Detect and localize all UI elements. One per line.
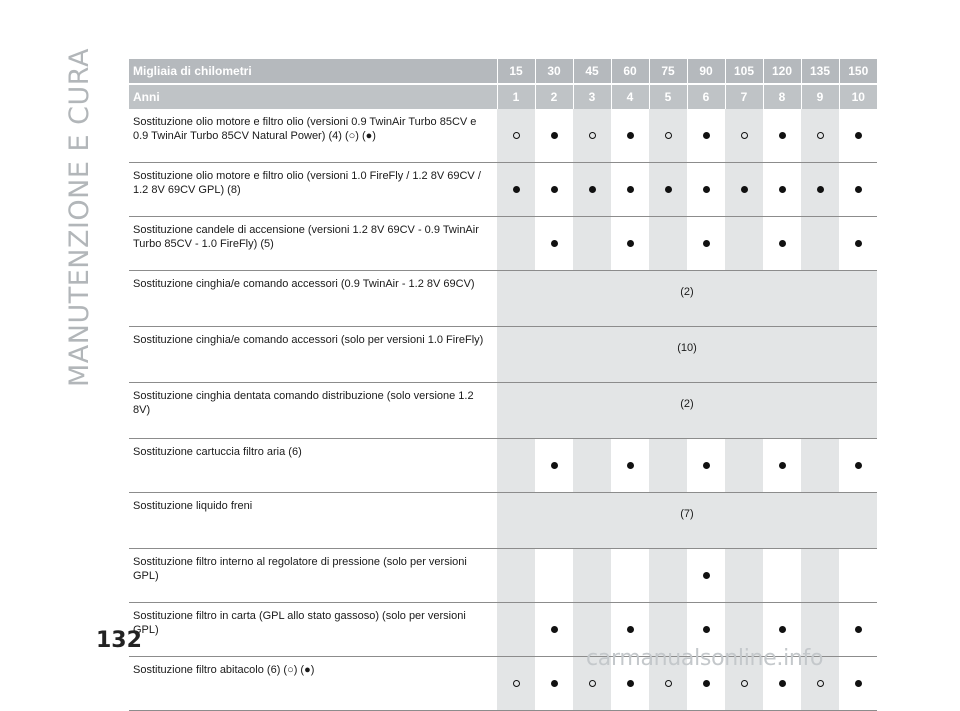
operation-description: Sostituzione olio motore e filtro olio (versioni 1.0 FireFly / 1.2 8V 69CV / 1.2 8V 69CV GPL) (8) <box>129 163 497 217</box>
filled-dot-icon <box>627 680 634 687</box>
filled-dot-icon <box>551 240 558 247</box>
interval-cell <box>687 109 725 163</box>
interval-note: (2) <box>497 271 877 327</box>
interval-cell <box>535 603 573 657</box>
interval-cell <box>687 439 725 493</box>
interval-cell <box>801 549 839 603</box>
interval-cell <box>687 549 725 603</box>
operation-description: Sostituzione candele di accensione (versioni 1.2 8V 69CV - 0.9 TwinAir Turbo 85CV - 1.0 FireFly) (5) <box>129 217 497 271</box>
operation-description: Sostituzione olio motore e filtro olio (versioni 0.9 TwinAir Turbo 85CV e 0.9 TwinAir Turbo 85CV Natural Power) (4) (○) (●) <box>129 109 497 163</box>
km-header-cell: 90 <box>687 59 725 84</box>
filled-dot-icon <box>703 572 710 579</box>
filled-dot-icon <box>703 132 710 139</box>
filled-dot-icon <box>627 132 634 139</box>
filled-dot-icon <box>779 680 786 687</box>
filled-dot-icon <box>627 240 634 247</box>
operation-description: Sostituzione filtro in carta (GPL allo stato gassoso) (solo per versioni GPL) <box>129 603 497 657</box>
filled-dot-icon <box>779 132 786 139</box>
interval-cell <box>649 439 687 493</box>
interval-cell <box>801 439 839 493</box>
interval-cell <box>649 549 687 603</box>
interval-cell <box>839 657 877 711</box>
filled-dot-icon <box>855 462 862 469</box>
years-header-cell: 5 <box>649 84 687 109</box>
empty-circle-icon <box>741 680 748 687</box>
interval-cell <box>611 109 649 163</box>
interval-cell <box>611 549 649 603</box>
schedule-row <box>129 327 877 383</box>
km-header-cell: 60 <box>611 59 649 84</box>
interval-cell <box>725 549 763 603</box>
interval-cell <box>535 439 573 493</box>
years-header-cell: 10 <box>839 84 877 109</box>
filled-dot-icon <box>627 186 634 193</box>
interval-cell <box>725 109 763 163</box>
interval-cell <box>763 109 801 163</box>
schedule-body <box>129 109 877 711</box>
maintenance-schedule-table <box>129 59 877 711</box>
interval-cell <box>573 217 611 271</box>
km-header-cell: 105 <box>725 59 763 84</box>
operation-description: Sostituzione cinghia dentata comando distribuzione (solo versione 1.2 8V) <box>129 383 497 439</box>
years-header-cell: 3 <box>573 84 611 109</box>
schedule-row <box>129 439 877 493</box>
interval-note: (7) <box>497 493 877 549</box>
empty-circle-icon <box>817 680 824 687</box>
filled-dot-icon <box>741 186 748 193</box>
interval-cell <box>497 657 535 711</box>
schedule-row <box>129 109 877 163</box>
filled-dot-icon <box>589 186 596 193</box>
years-header-cell: 7 <box>725 84 763 109</box>
years-header-row <box>129 84 877 109</box>
interval-cell <box>839 549 877 603</box>
filled-dot-icon <box>855 132 862 139</box>
filled-dot-icon <box>703 240 710 247</box>
filled-dot-icon <box>627 626 634 633</box>
empty-circle-icon <box>589 132 596 139</box>
interval-cell <box>687 217 725 271</box>
years-header-cell: 4 <box>611 84 649 109</box>
years-header-cell: 1 <box>497 84 535 109</box>
years-header-cell: 2 <box>535 84 573 109</box>
km-header-cell: 135 <box>801 59 839 84</box>
empty-circle-icon <box>513 132 520 139</box>
interval-cell <box>649 217 687 271</box>
interval-note: (2) <box>497 383 877 439</box>
filled-dot-icon <box>703 462 710 469</box>
interval-cell <box>497 217 535 271</box>
filled-dot-icon <box>703 680 710 687</box>
filled-dot-icon <box>551 680 558 687</box>
empty-circle-icon <box>589 680 596 687</box>
filled-dot-icon <box>551 626 558 633</box>
empty-circle-icon <box>665 680 672 687</box>
filled-dot-icon <box>779 626 786 633</box>
empty-circle-icon <box>817 132 824 139</box>
interval-cell <box>535 657 573 711</box>
schedule-row <box>129 163 877 217</box>
operation-description: Sostituzione liquido freni <box>129 493 497 549</box>
filled-dot-icon <box>855 680 862 687</box>
interval-cell <box>497 163 535 217</box>
interval-cell <box>497 603 535 657</box>
filled-dot-icon <box>513 186 520 193</box>
filled-dot-icon <box>551 132 558 139</box>
interval-cell <box>535 109 573 163</box>
filled-dot-icon <box>855 186 862 193</box>
interval-cell <box>497 439 535 493</box>
km-header-cell: 150 <box>839 59 877 84</box>
page-number: 132 <box>96 628 142 653</box>
filled-dot-icon <box>779 240 786 247</box>
filled-dot-icon <box>779 186 786 193</box>
operation-description: Sostituzione filtro interno al regolatore di pressione (solo per versioni GPL) <box>129 549 497 603</box>
interval-cell <box>573 439 611 493</box>
filled-dot-icon <box>855 626 862 633</box>
watermark-text: carmanualsonline.info <box>586 646 824 671</box>
interval-cell <box>535 163 573 217</box>
filled-dot-icon <box>855 240 862 247</box>
section-title-text: MANUTENZIONE E CURA <box>64 48 95 387</box>
schedule-row <box>129 549 877 603</box>
km-header-row <box>129 59 877 84</box>
filled-dot-icon <box>779 462 786 469</box>
km-header-cell: 30 <box>535 59 573 84</box>
schedule-row <box>129 383 877 439</box>
years-header-label: Anni <box>129 84 497 109</box>
km-header-label: Migliaia di chilometri <box>129 59 497 84</box>
operation-description: Sostituzione cinghia/e comando accessori (0.9 TwinAir - 1.2 8V 69CV) <box>129 271 497 327</box>
interval-cell <box>763 217 801 271</box>
km-header-cell: 15 <box>497 59 535 84</box>
interval-cell <box>839 109 877 163</box>
empty-circle-icon <box>741 132 748 139</box>
km-header-cell: 45 <box>573 59 611 84</box>
filled-dot-icon <box>817 186 824 193</box>
empty-circle-icon <box>513 680 520 687</box>
interval-cell <box>801 109 839 163</box>
interval-cell <box>763 163 801 217</box>
interval-cell <box>573 109 611 163</box>
operation-description: Sostituzione filtro abitacolo (6) (○) (●) <box>129 657 497 711</box>
interval-cell <box>611 217 649 271</box>
interval-cell <box>839 163 877 217</box>
interval-cell <box>763 439 801 493</box>
interval-cell <box>725 217 763 271</box>
schedule-row <box>129 217 877 271</box>
km-header-cell: 75 <box>649 59 687 84</box>
interval-cell <box>535 217 573 271</box>
interval-cell <box>725 439 763 493</box>
operation-description: Sostituzione cinghia/e comando accessori (solo per versioni 1.0 FireFly) <box>129 327 497 383</box>
km-header-cell: 120 <box>763 59 801 84</box>
years-header-cell: 9 <box>801 84 839 109</box>
empty-circle-icon <box>665 132 672 139</box>
filled-dot-icon <box>703 626 710 633</box>
filled-dot-icon <box>665 186 672 193</box>
interval-cell <box>573 549 611 603</box>
interval-cell <box>611 439 649 493</box>
interval-cell <box>839 217 877 271</box>
interval-cell <box>611 163 649 217</box>
schedule-row <box>129 271 877 327</box>
interval-cell <box>839 439 877 493</box>
operation-description: Sostituzione cartuccia filtro aria (6) <box>129 439 497 493</box>
interval-cell <box>725 163 763 217</box>
interval-cell <box>497 109 535 163</box>
interval-cell <box>649 163 687 217</box>
filled-dot-icon <box>627 462 634 469</box>
interval-cell <box>801 163 839 217</box>
interval-cell <box>687 163 725 217</box>
interval-cell <box>497 549 535 603</box>
schedule-row <box>129 493 877 549</box>
years-header-cell: 6 <box>687 84 725 109</box>
interval-cell <box>763 549 801 603</box>
years-header-cell: 8 <box>763 84 801 109</box>
filled-dot-icon <box>551 186 558 193</box>
interval-cell <box>573 163 611 217</box>
interval-cell <box>649 109 687 163</box>
filled-dot-icon <box>703 186 710 193</box>
interval-cell <box>535 549 573 603</box>
interval-cell <box>839 603 877 657</box>
interval-note: (10) <box>497 327 877 383</box>
interval-cell <box>801 217 839 271</box>
filled-dot-icon <box>551 462 558 469</box>
